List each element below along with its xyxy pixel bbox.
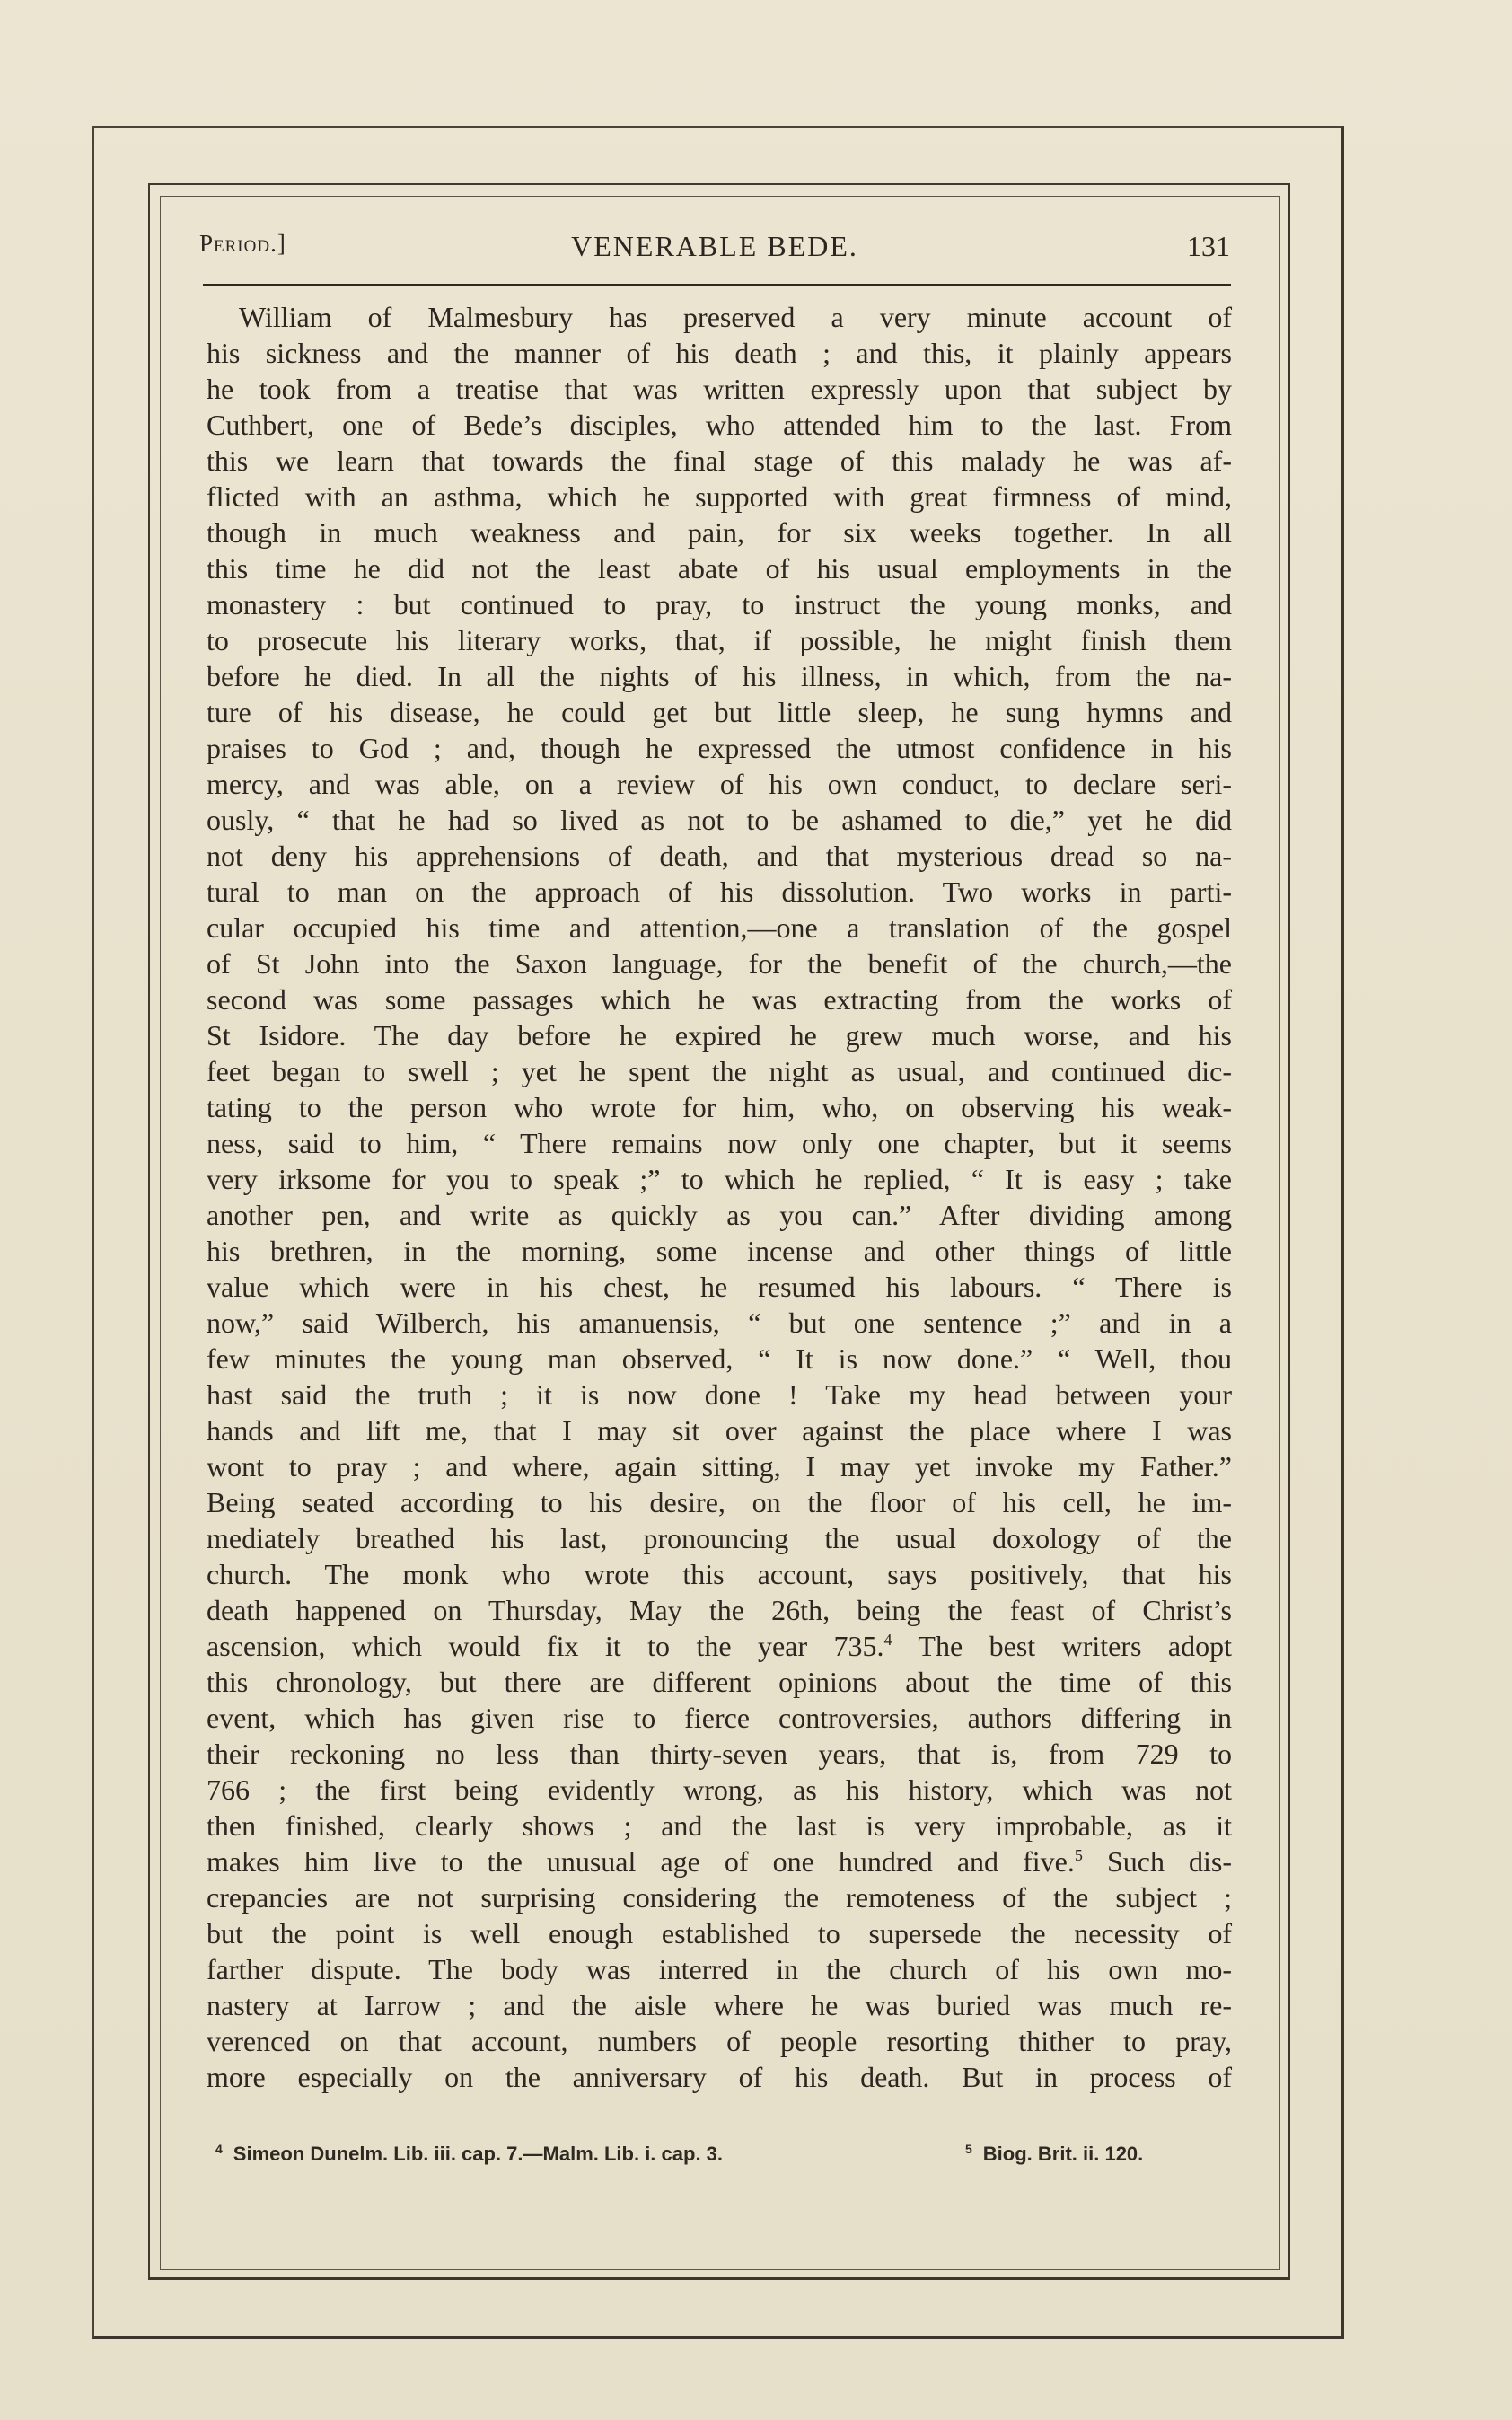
text-line — [207, 1844, 1232, 1879]
text-line-content: nastery at Iarrow ; and the aisle where he was buried was much re- — [207, 1989, 1232, 2021]
text-line — [207, 910, 1232, 946]
text-line-content: St Isidore. The day before he expired he grew much worse, and his — [207, 1019, 1232, 1052]
text-line — [207, 1879, 1232, 1915]
text-line-content: praises to God ; and, though he expressed the utmost confidence in his — [207, 732, 1232, 764]
text-line — [207, 1556, 1232, 1592]
text-line — [207, 1305, 1232, 1341]
text-line-content: ture of his disease, he could get but little sleep, he sung hymns and — [207, 696, 1232, 728]
text-line-content: this chronology, but there are different opinions about the time of this — [207, 1666, 1232, 1698]
text-line — [207, 586, 1232, 622]
text-line-content: his sickness and the manner of his death ; and this, it plainly appears — [207, 337, 1232, 369]
text-line-content: church. The monk who wrote this account, says positively, that his — [207, 1558, 1232, 1590]
text-line — [207, 1987, 1232, 2023]
text-line-content: but the point is well enough established to supersede the necessity of — [207, 1917, 1232, 1949]
text-line — [207, 1915, 1232, 1951]
text-line-content: mediately breathed his last, pronouncing the usual doxology of the — [207, 1522, 1232, 1554]
text-line-content: second was some passages which he was extracting from the works of — [207, 983, 1232, 1016]
text-line-tail: Such dis- — [1082, 1845, 1233, 1878]
text-line-content: death happened on Thursday, May the 26th, being the feast of Christ’s — [207, 1594, 1232, 1626]
text-line — [207, 622, 1232, 658]
text-line-content: flicted with an asthma, which he supported with great firmness of mind, — [207, 480, 1232, 513]
text-line-content: another pen, and write as quickly as you can.” After dividing among — [207, 1199, 1232, 1231]
text-line-content: ously, “ that he had so lived as not to be ashamed to die,” yet he did — [207, 804, 1232, 836]
text-line — [207, 1448, 1232, 1484]
text-line-content: now,” said Wilberch, his amanuensis, “ but one sentence ;” and in a — [207, 1307, 1232, 1339]
text-line — [207, 550, 1232, 586]
text-line — [207, 443, 1232, 479]
text-line — [207, 1269, 1232, 1305]
text-line-content: ness, said to him, “ There remains now only one chapter, but it seems — [207, 1127, 1232, 1159]
text-line — [207, 1197, 1232, 1233]
page-title: VENERABLE BEDE. — [571, 230, 858, 262]
text-line — [207, 1089, 1232, 1125]
text-line — [207, 335, 1232, 371]
text-line-content: makes him live to the unusual age of one hundred and five. — [207, 1845, 1075, 1878]
text-line — [207, 1412, 1232, 1448]
text-line — [207, 981, 1232, 1017]
text-line-content: tating to the person who wrote for him, who, on observing his weak- — [207, 1091, 1232, 1123]
text-line — [207, 1161, 1232, 1197]
running-header — [199, 230, 1230, 269]
text-line — [207, 1233, 1232, 1269]
page-number: 131 — [1187, 230, 1230, 262]
text-line — [207, 802, 1232, 838]
text-line — [207, 299, 1232, 335]
text-line-content: very irksome for you to speak ;” to which he replied, “ It is easy ; take — [207, 1163, 1232, 1195]
text-line — [207, 1951, 1232, 1987]
footnote-4-text: Simeon Dunelm. Lib. iii. cap. 7.—Malm. Lib. i. cap. 3. — [233, 2143, 724, 2165]
text-line-content: few minutes the young man observed, “ It is now done.” “ Well, thou — [207, 1342, 1232, 1375]
text-line — [207, 1808, 1232, 1844]
footnote-5 — [965, 2142, 1143, 2166]
footnotes — [215, 2142, 1221, 2172]
text-line — [207, 874, 1232, 910]
text-line — [207, 1736, 1232, 1772]
text-line — [207, 1664, 1232, 1700]
text-line-content: Being seated according to his desire, on the floor of his cell, he im- — [207, 1486, 1232, 1518]
text-line — [207, 371, 1232, 407]
footnote-5-mark: 5 — [965, 2142, 972, 2156]
text-line — [207, 1341, 1232, 1377]
footnote-4 — [215, 2142, 723, 2166]
text-line-content: hands and lift me, that I may sit over against the place where I was — [207, 1414, 1232, 1447]
text-line-content: ascension, which would fix it to the year 735. — [207, 1630, 884, 1662]
footnote-4-mark: 4 — [215, 2142, 223, 2156]
text-line — [207, 730, 1232, 766]
text-line-content: though in much weakness and pain, for six weeks together. In all — [207, 516, 1232, 549]
footnote-reference[interactable]: 5 — [1074, 1846, 1083, 1864]
text-line — [207, 658, 1232, 694]
text-line-content: 766 ; the first being evidently wrong, as his history, which was not — [207, 1773, 1232, 1806]
header-section-label: Period.] — [199, 230, 286, 257]
text-line-content: their reckoning no less than thirty-seven years, that is, from 729 to — [207, 1738, 1232, 1770]
text-line-content: this time he did not the least abate of his usual employments in the — [207, 552, 1232, 585]
text-line-content: hast said the truth ; it is now done ! Take my head between your — [207, 1378, 1232, 1411]
text-line — [207, 515, 1232, 550]
text-line — [207, 694, 1232, 730]
text-line — [207, 838, 1232, 874]
footnote-reference[interactable]: 4 — [883, 1631, 892, 1649]
text-line-content: feet began to swell ; yet he spent the night as usual, and continued dic- — [207, 1055, 1232, 1087]
text-line-content: more especially on the anniversary of his death. But in process of — [207, 2061, 1232, 2093]
text-line-content: Cuthbert, one of Bede’s disciples, who attended him to the last. From — [207, 409, 1232, 441]
text-line-content: William of Malmesbury has preserved a very minute account of — [239, 301, 1232, 333]
text-line-content: then finished, clearly shows ; and the last is very improbable, as it — [207, 1809, 1232, 1842]
header-rule — [203, 284, 1231, 286]
text-line — [207, 1592, 1232, 1628]
text-line-content: mercy, and was able, on a review of his own conduct, to declare seri- — [207, 768, 1232, 800]
text-line — [207, 407, 1232, 443]
text-line — [207, 1772, 1232, 1808]
text-line — [207, 1628, 1232, 1664]
text-line — [207, 1484, 1232, 1520]
text-line — [207, 946, 1232, 981]
text-line — [207, 1377, 1232, 1412]
text-line — [207, 766, 1232, 802]
text-line — [207, 1700, 1232, 1736]
text-line — [207, 2023, 1232, 2059]
body-paragraph — [207, 299, 1232, 2095]
text-line-tail: The best writers adopt — [892, 1630, 1232, 1662]
footnote-5-text: Biog. Brit. ii. 120. — [982, 2143, 1144, 2165]
text-line-content: not deny his apprehensions of death, and that mysterious dread so na- — [207, 840, 1232, 872]
text-line-content: before he died. In all the nights of his illness, in which, from the na- — [207, 660, 1232, 692]
text-line-content: monastery : but continued to pray, to instruct the young monks, and — [207, 588, 1232, 620]
text-line-content: cular occupied his time and attention,—one a translation of the gospel — [207, 911, 1232, 944]
text-line — [207, 1520, 1232, 1556]
text-line-content: this we learn that towards the final stage of this malady he was af- — [207, 444, 1232, 477]
text-line-content: event, which has given rise to fierce controversies, authors differing in — [207, 1702, 1232, 1734]
text-line-content: value which were in his chest, he resumed his labours. “ There is — [207, 1271, 1232, 1303]
text-line-content: he took from a treatise that was written expressly upon that subject by — [207, 373, 1232, 405]
text-line — [207, 1125, 1232, 1161]
text-line — [207, 2059, 1232, 2095]
text-line-content: of St John into the Saxon language, for the benefit of the church,—the — [207, 947, 1232, 980]
text-line-content: farther dispute. The body was interred in the church of his own mo- — [207, 1953, 1232, 1985]
text-line-content: wont to pray ; and where, again sitting, I may yet invoke my Father.” — [207, 1450, 1232, 1483]
text-line-content: to prosecute his literary works, that, if possible, he might finish them — [207, 624, 1232, 656]
text-line — [207, 479, 1232, 515]
text-line-content: his brethren, in the morning, some incense and other things of little — [207, 1235, 1232, 1267]
text-line-content: tural to man on the approach of his dissolution. Two works in parti- — [207, 876, 1232, 908]
text-line-content: verenced on that account, numbers of people resorting thither to pray, — [207, 2025, 1232, 2057]
text-line — [207, 1053, 1232, 1089]
text-line-content: crepancies are not surprising considering the remoteness of the subject ; — [207, 1881, 1232, 1914]
text-line — [207, 1017, 1232, 1053]
